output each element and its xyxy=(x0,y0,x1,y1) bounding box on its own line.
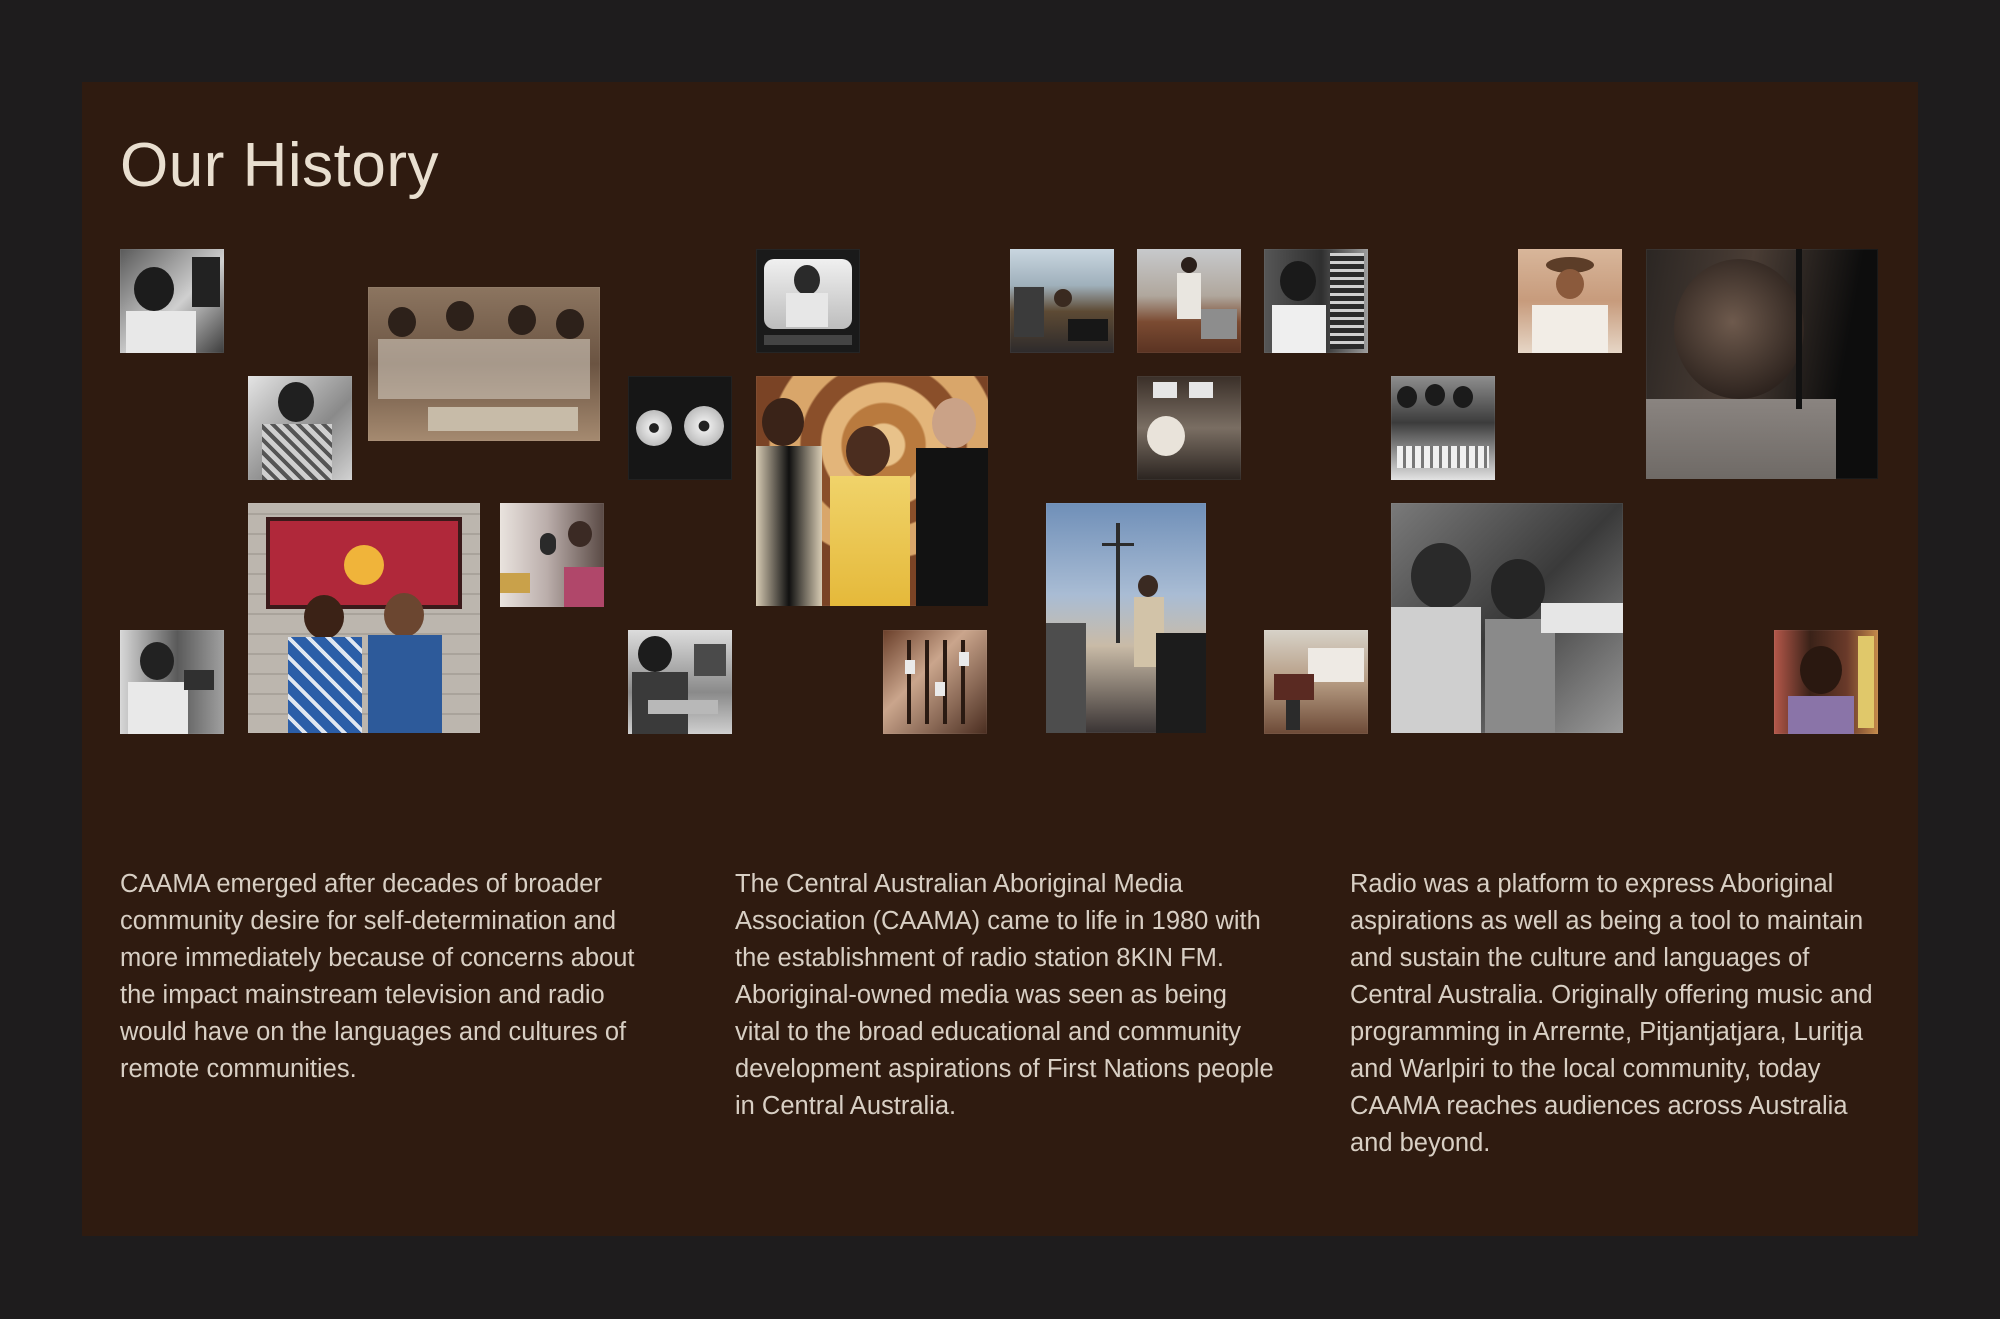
history-panel xyxy=(82,82,1918,1236)
page-title: Our History xyxy=(120,131,439,200)
photo-large-portrait-headphones[interactable] xyxy=(1646,249,1878,479)
photo-woman-at-switchboard-bw[interactable] xyxy=(1264,249,1368,353)
photo-woman-phone-bw[interactable] xyxy=(120,630,224,734)
photo-camera-vehicle-outback[interactable] xyxy=(1264,630,1368,734)
photo-red-earth-filming[interactable] xyxy=(1137,249,1241,353)
photo-children-at-console[interactable] xyxy=(1391,376,1495,480)
photo-group-three-artwork[interactable] xyxy=(756,376,988,606)
photo-outdoor-camera-crew[interactable] xyxy=(1010,249,1114,353)
photo-man-in-hat[interactable] xyxy=(1518,249,1622,353)
photo-studio-presenter-bw[interactable] xyxy=(120,249,224,353)
photo-mosaic xyxy=(82,82,1918,742)
history-paragraph-3: Radio was a platform to express Aboriginal aspirations as well as being a tool to maintain and sustain the culture and languages of Central Australia. Originally offering music and programming in Arrernte, Pitjantjatjara, Luritja and Warlpiri to the local community, today CAAMA reaches audiences across Australia and beyond. xyxy=(1350,870,1873,1157)
photo-children-microphone-bw[interactable] xyxy=(1391,503,1623,733)
photo-radio-mast-cameraman[interactable] xyxy=(1046,503,1206,733)
photo-tv-screen-portrait[interactable] xyxy=(756,249,860,353)
photo-headphones-operator-bw[interactable] xyxy=(248,376,352,480)
photo-reel-to-reel-tape[interactable] xyxy=(628,376,732,480)
photo-band-guitars-studio[interactable] xyxy=(368,287,600,441)
photo-microphone-studio-color[interactable] xyxy=(500,503,604,607)
photo-mixing-desk-faders[interactable] xyxy=(883,630,987,734)
history-paragraph-1: CAAMA emerged after decades of broader community desire for self-determination and more immediately because of concerns about the impact mainstream television and radio would have on the languages and cultures of remote communities. xyxy=(120,870,635,1083)
photo-aboriginal-radio-sign-duo[interactable] xyxy=(248,503,480,733)
photo-young-man-portrait[interactable] xyxy=(1774,630,1878,734)
history-paragraph-2: The Central Australian Aboriginal Media Association (CAAMA) came to life in 1980 with the establishment of radio station 8KIN FM. Aboriginal-owned media was seen as being vital to the broad educational and community development aspirations of First Nations people in Central Australia. xyxy=(735,870,1274,1120)
photo-musician-guitar-bw[interactable] xyxy=(628,630,732,734)
photo-control-room-monitors[interactable] xyxy=(1137,376,1241,480)
